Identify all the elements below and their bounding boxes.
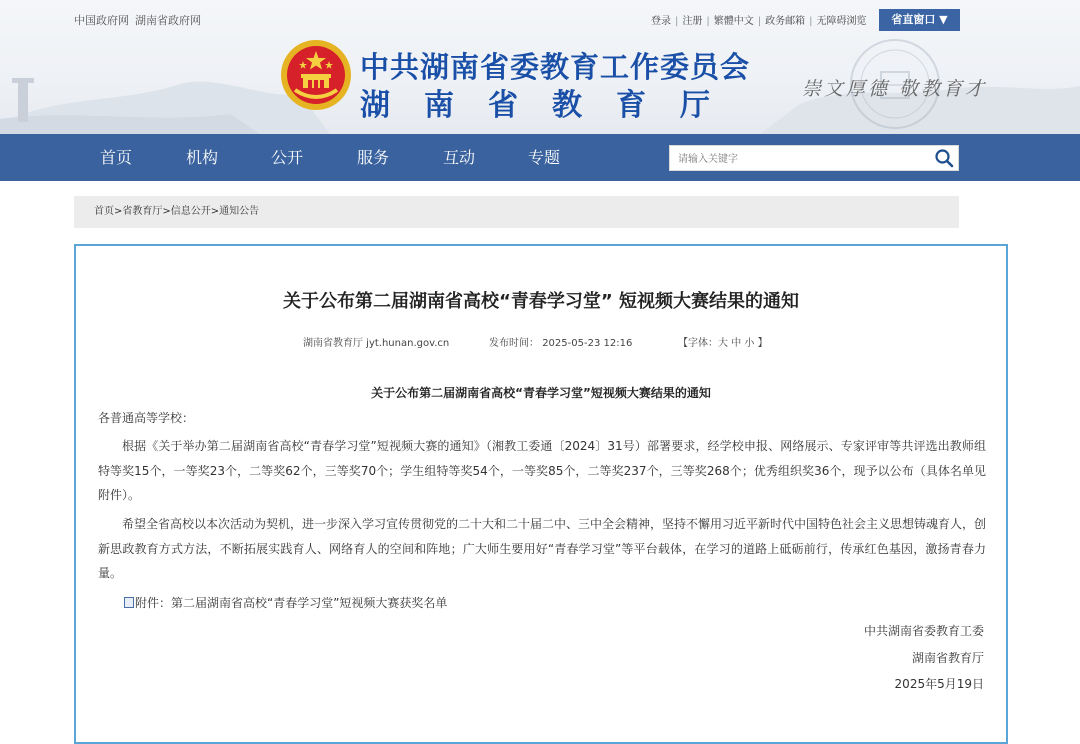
hunan-gov-link[interactable]: 湖南省政府网 [135, 14, 201, 27]
paragraph-1: 根据《关于举办第二届湖南省高校“青春学习堂”短视频大赛的通知》（湘教工委通〔2024〕31号）部署要求，经学校申报、网络展示、专家评审等共评选出教师组特等奖15个，一等奖23个，二等奖62个，三等奖70个；学生组特等奖54个，一等奖85个，二等奖237个，三等奖268个；优秀组织奖36个，现予以公布（具体名单见附件）。 [98, 439, 986, 502]
nav-public-info[interactable]: 公开 [271, 148, 304, 167]
register-link[interactable]: 注册 [682, 16, 703, 27]
province-window-dropdown[interactable]: 省直窗口 ▼ [879, 9, 960, 31]
site-title-line1: 中共湖南省委教育工作委员会 [360, 50, 751, 84]
top-left-links [74, 12, 207, 28]
search-input[interactable] [676, 149, 930, 169]
attachment-link[interactable] [124, 594, 447, 611]
search-icon[interactable] [934, 148, 954, 168]
nav-topics[interactable]: 专题 [528, 148, 561, 167]
gov-mail-link[interactable]: 政务邮箱 [765, 16, 806, 27]
article-source: 湖南省教育厅 jyt.hunan.gov.cn [303, 338, 450, 349]
top-right-links [651, 12, 867, 27]
article-panel [74, 244, 1008, 744]
article-title: 关于公布第二届湖南省高校“青春学习堂” 短视频大赛结果的通知 [283, 291, 799, 312]
font-small-button[interactable]: 小 [744, 338, 755, 349]
divider: | [757, 16, 762, 27]
font-medium-button[interactable]: 中 [731, 338, 742, 349]
article-subtitle: 关于公布第二届湖南省高校“青春学习堂”短视频大赛结果的通知 [371, 386, 711, 400]
nav-interaction[interactable]: 互动 [443, 148, 476, 167]
nav-organization[interactable]: 机构 [186, 148, 219, 167]
site-slogan: 崇文厚德 敬教育才 [802, 78, 988, 100]
font-close: 】 [757, 338, 768, 349]
gov-link[interactable]: 中国政府网 [74, 14, 129, 27]
nav-home[interactable]: 首页 [100, 148, 133, 167]
breadcrumb[interactable]: 首页>省教育厅>信息公开>通知公告 [74, 196, 959, 228]
paragraph-2: 希望全省高校以本次活动为契机，进一步深入学习宣传贯彻党的二十大和二十届二中、三中全会精神，坚持不懈用习近平新时代中国特色社会主义思想铸魂育人，创新思政教育方式方法，不断拓展实践育人、网络育人的空间和阵地；广大师生要用好“青春学习堂”等平台载体，在学习的道路上砥砺前行，传承红色基因，激扬青春力量。 [98, 517, 987, 580]
attachment-text[interactable]: 附件：第二届湖南省高校“青春学习堂”短视频大赛获奖名单 [135, 596, 448, 610]
font-size-switcher [678, 334, 768, 349]
nav-services[interactable]: 服务 [357, 148, 390, 167]
font-label: 【字体： [678, 338, 718, 349]
file-icon [124, 597, 134, 608]
traditional-chinese-link[interactable]: 繁體中文 [713, 16, 754, 27]
divider: | [706, 16, 710, 27]
site-title-line2: 湖南省教育厅 [360, 88, 744, 123]
publish-time-value: 2025-05-23 12:16 [542, 338, 633, 349]
font-large-button[interactable]: 大 [718, 338, 728, 349]
divider: | [675, 16, 679, 27]
search-box [669, 145, 959, 171]
site-header [0, 0, 1080, 134]
publish-label: 发布时间： [489, 338, 539, 349]
sign-date: 2025年5月19日 [894, 677, 984, 691]
salutation: 各普通高等学校： [98, 411, 195, 425]
national-emblem-icon [279, 38, 353, 112]
login-link[interactable]: 登录 [651, 16, 671, 27]
publish-time [489, 334, 632, 349]
signer-department: 湖南省教育厅 [911, 651, 984, 665]
signer-committee: 中共湖南省委教育工委 [863, 624, 984, 638]
divider: | [809, 16, 813, 27]
accessibility-link[interactable]: 无障碍浏览 [816, 16, 867, 27]
